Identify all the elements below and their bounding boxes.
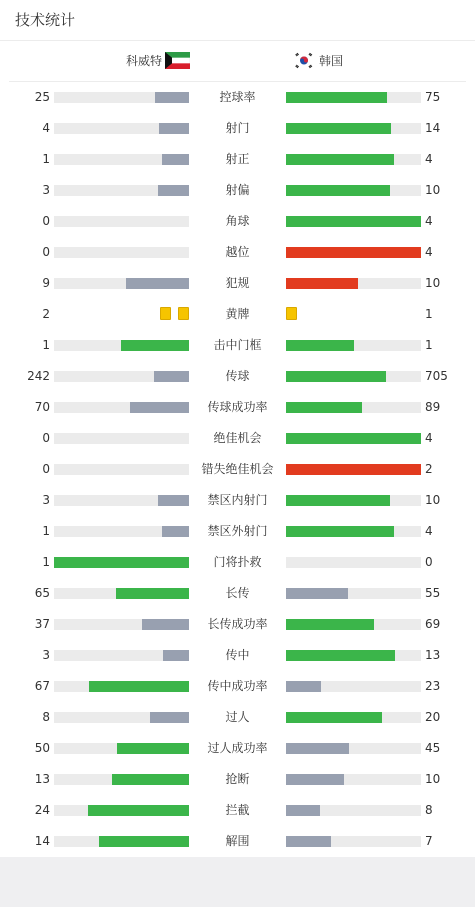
stat-label: 绝佳机会 <box>213 431 262 445</box>
away-value: 4 <box>425 524 433 538</box>
home-bar-track <box>54 185 189 196</box>
home-bar-track <box>54 464 189 475</box>
page-title: 技术统计 <box>15 11 76 29</box>
home-value: 0 <box>42 214 50 228</box>
away-bar-fill <box>286 743 349 754</box>
stat-row <box>0 423 475 454</box>
stat-label: 角球 <box>225 214 250 228</box>
stat-row <box>0 268 475 299</box>
home-value: 4 <box>42 121 50 135</box>
home-bar-track <box>54 278 189 289</box>
home-value: 1 <box>42 152 50 166</box>
home-bar-fill <box>88 805 189 816</box>
stat-label: 长传成功率 <box>207 617 268 631</box>
home-bar-track <box>54 526 189 537</box>
stat-row <box>0 578 475 609</box>
away-bar-fill <box>286 619 374 630</box>
stat-row <box>0 609 475 640</box>
home-bar-track <box>54 805 189 816</box>
away-bar-track <box>286 557 421 568</box>
home-bar-track <box>54 495 189 506</box>
away-bar-track <box>286 495 421 506</box>
away-bar-fill <box>286 712 382 723</box>
kuwait-flag-icon <box>165 52 190 69</box>
home-bar-fill <box>99 836 189 847</box>
stat-row <box>0 454 475 485</box>
home-bar-track <box>54 712 189 723</box>
home-bar-fill <box>158 495 189 506</box>
teams-header <box>0 41 475 81</box>
away-value: 23 <box>425 679 441 693</box>
home-value: 14 <box>34 834 50 848</box>
away-cards <box>286 307 297 320</box>
away-bar-fill <box>286 123 391 134</box>
away-bar-track <box>286 402 421 413</box>
stat-row <box>0 392 475 423</box>
stat-label: 过人成功率 <box>207 741 268 755</box>
stat-row <box>0 640 475 671</box>
away-bar-fill <box>286 650 395 661</box>
home-value: 67 <box>34 679 50 693</box>
away-bar-track <box>286 278 421 289</box>
away-bar-track <box>286 743 421 754</box>
stat-label: 错失绝佳机会 <box>201 462 274 476</box>
home-bar-track <box>54 247 189 258</box>
away-value: 75 <box>425 90 441 104</box>
home-bar-track <box>54 588 189 599</box>
stat-row <box>0 826 475 857</box>
away-value: 0 <box>425 555 433 569</box>
home-bar-track <box>54 836 189 847</box>
away-value: 4 <box>425 152 433 166</box>
home-value: 0 <box>42 431 50 445</box>
home-bar-fill <box>117 743 189 754</box>
away-bar-fill <box>286 526 394 537</box>
stat-label: 过人 <box>225 710 250 724</box>
away-bar-fill <box>286 402 362 413</box>
home-bar-fill <box>112 774 189 785</box>
away-bar-track <box>286 92 421 103</box>
away-bar-track <box>286 464 421 475</box>
home-bar-fill <box>121 340 189 351</box>
stat-label: 传球成功率 <box>207 400 268 414</box>
stat-label: 射正 <box>225 152 250 166</box>
stat-row <box>0 206 475 237</box>
stat-row <box>0 485 475 516</box>
home-value: 3 <box>42 648 50 662</box>
away-bar-fill <box>286 185 390 196</box>
home-value: 0 <box>42 245 50 259</box>
home-value: 242 <box>27 369 50 383</box>
stat-label: 禁区外射门 <box>207 524 268 538</box>
stat-row <box>0 795 475 826</box>
away-bar-track <box>286 154 421 165</box>
away-bar-track <box>286 340 421 351</box>
away-value: 55 <box>425 586 441 600</box>
stat-label: 击中门框 <box>213 338 262 352</box>
home-bar-fill <box>159 123 189 134</box>
away-value: 10 <box>425 183 441 197</box>
away-bar-track <box>286 650 421 661</box>
home-bar-fill <box>162 526 189 537</box>
stat-label: 越位 <box>225 245 250 259</box>
stat-row <box>0 175 475 206</box>
stat-label: 抢断 <box>225 772 250 786</box>
stat-label: 射门 <box>225 121 250 135</box>
away-bar-fill <box>286 92 387 103</box>
home-bar-track <box>54 681 189 692</box>
home-bar-fill <box>158 185 189 196</box>
home-value: 24 <box>34 803 50 817</box>
away-value: 10 <box>425 772 441 786</box>
away-bar-fill <box>286 464 421 475</box>
stats-list <box>0 82 475 857</box>
home-value: 1 <box>42 338 50 352</box>
home-bar-track <box>54 123 189 134</box>
away-bar-fill <box>286 774 344 785</box>
stat-row <box>0 113 475 144</box>
yellow-card-icon <box>160 307 171 320</box>
away-bar-track <box>286 681 421 692</box>
home-team-name: 科威特 <box>125 54 162 68</box>
home-value: 13 <box>34 772 50 786</box>
stat-label: 黄牌 <box>225 307 250 321</box>
stat-row <box>0 671 475 702</box>
away-bar-track <box>286 433 421 444</box>
home-bar-track <box>54 371 189 382</box>
away-bar-track <box>286 774 421 785</box>
stat-row <box>0 361 475 392</box>
stat-label: 传中 <box>225 648 250 662</box>
home-bar-fill <box>162 154 189 165</box>
away-bar-track <box>286 836 421 847</box>
home-bar-fill <box>130 402 189 413</box>
away-value: 4 <box>425 214 433 228</box>
home-bar-fill <box>126 278 189 289</box>
away-bar-track <box>286 123 421 134</box>
away-value: 2 <box>425 462 433 476</box>
stat-row <box>0 516 475 547</box>
stat-label: 传中成功率 <box>207 679 268 693</box>
away-bar-track <box>286 216 421 227</box>
home-bar-track <box>54 216 189 227</box>
away-bar-fill <box>286 433 421 444</box>
away-bar-fill <box>286 588 348 599</box>
home-bar-track <box>54 774 189 785</box>
home-value: 9 <box>42 276 50 290</box>
away-bar-fill <box>286 247 421 258</box>
stat-label: 犯规 <box>225 276 250 290</box>
stat-label: 长传 <box>225 586 250 600</box>
away-bar-fill <box>286 278 358 289</box>
away-value: 10 <box>425 493 441 507</box>
home-bar-track <box>54 92 189 103</box>
stat-label: 门将扑救 <box>213 555 262 569</box>
away-value: 8 <box>425 803 433 817</box>
away-value: 705 <box>425 369 448 383</box>
home-bar-track <box>54 743 189 754</box>
away-bar-fill <box>286 371 386 382</box>
stat-label: 控球率 <box>219 90 256 104</box>
away-value: 14 <box>425 121 441 135</box>
home-value: 25 <box>34 90 50 104</box>
home-value: 1 <box>42 555 50 569</box>
home-bar-fill <box>163 650 189 661</box>
away-bar-track <box>286 805 421 816</box>
away-bar-fill <box>286 495 390 506</box>
away-bar-track <box>286 247 421 258</box>
away-bar-track <box>286 588 421 599</box>
stat-row <box>0 547 475 578</box>
home-bar-track <box>54 433 189 444</box>
home-value: 3 <box>42 493 50 507</box>
stat-row <box>0 82 475 113</box>
home-value: 65 <box>34 586 50 600</box>
away-value: 10 <box>425 276 441 290</box>
away-bar-track <box>286 712 421 723</box>
home-value: 37 <box>34 617 50 631</box>
away-value: 20 <box>425 710 441 724</box>
away-value: 1 <box>425 338 433 352</box>
away-bar-fill <box>286 681 321 692</box>
home-bar-track <box>54 340 189 351</box>
away-value: 7 <box>425 834 433 848</box>
away-bar-fill <box>286 836 331 847</box>
home-bar-track <box>54 154 189 165</box>
stat-label: 传球 <box>225 369 250 383</box>
away-value: 89 <box>425 400 441 414</box>
home-value: 0 <box>42 462 50 476</box>
away-bar-track <box>286 619 421 630</box>
away-value: 1 <box>425 307 433 321</box>
stat-row <box>0 702 475 733</box>
home-value: 3 <box>42 183 50 197</box>
away-bar-fill <box>286 340 354 351</box>
stat-label: 禁区内射门 <box>207 493 268 507</box>
stat-row <box>0 144 475 175</box>
home-value: 50 <box>34 741 50 755</box>
away-value: 69 <box>425 617 441 631</box>
stat-row <box>0 330 475 361</box>
yellow-card-icon <box>286 307 297 320</box>
home-value: 2 <box>42 307 50 321</box>
home-bar-fill <box>154 371 189 382</box>
away-value: 45 <box>425 741 441 755</box>
home-bar-fill <box>155 92 189 103</box>
home-cards <box>160 307 189 320</box>
home-value: 70 <box>34 400 50 414</box>
away-bar-track <box>286 526 421 537</box>
away-bar-fill <box>286 154 394 165</box>
away-value: 13 <box>425 648 441 662</box>
away-bar-track <box>286 371 421 382</box>
stat-label: 拦截 <box>225 803 250 817</box>
away-team-name: 韩国 <box>319 54 344 68</box>
korea-flag-icon <box>293 52 315 69</box>
home-value: 8 <box>42 710 50 724</box>
away-bar-track <box>286 185 421 196</box>
stat-row <box>0 764 475 795</box>
home-bar-track <box>54 402 189 413</box>
away-bar-fill <box>286 805 320 816</box>
stat-label: 射偏 <box>225 183 250 197</box>
home-bar-fill <box>89 681 189 692</box>
stat-row <box>0 733 475 764</box>
home-bar-fill <box>150 712 189 723</box>
home-bar-track <box>54 650 189 661</box>
home-bar-track <box>54 619 189 630</box>
home-value: 1 <box>42 524 50 538</box>
stat-row <box>0 299 475 330</box>
away-value: 4 <box>425 245 433 259</box>
stat-label: 解围 <box>225 834 250 848</box>
home-bar-fill <box>116 588 189 599</box>
home-bar-track <box>54 557 189 568</box>
stat-row <box>0 237 475 268</box>
away-bar-fill <box>286 216 421 227</box>
home-bar-fill <box>142 619 189 630</box>
away-value: 4 <box>425 431 433 445</box>
home-bar-fill <box>54 557 189 568</box>
yellow-card-icon <box>178 307 189 320</box>
